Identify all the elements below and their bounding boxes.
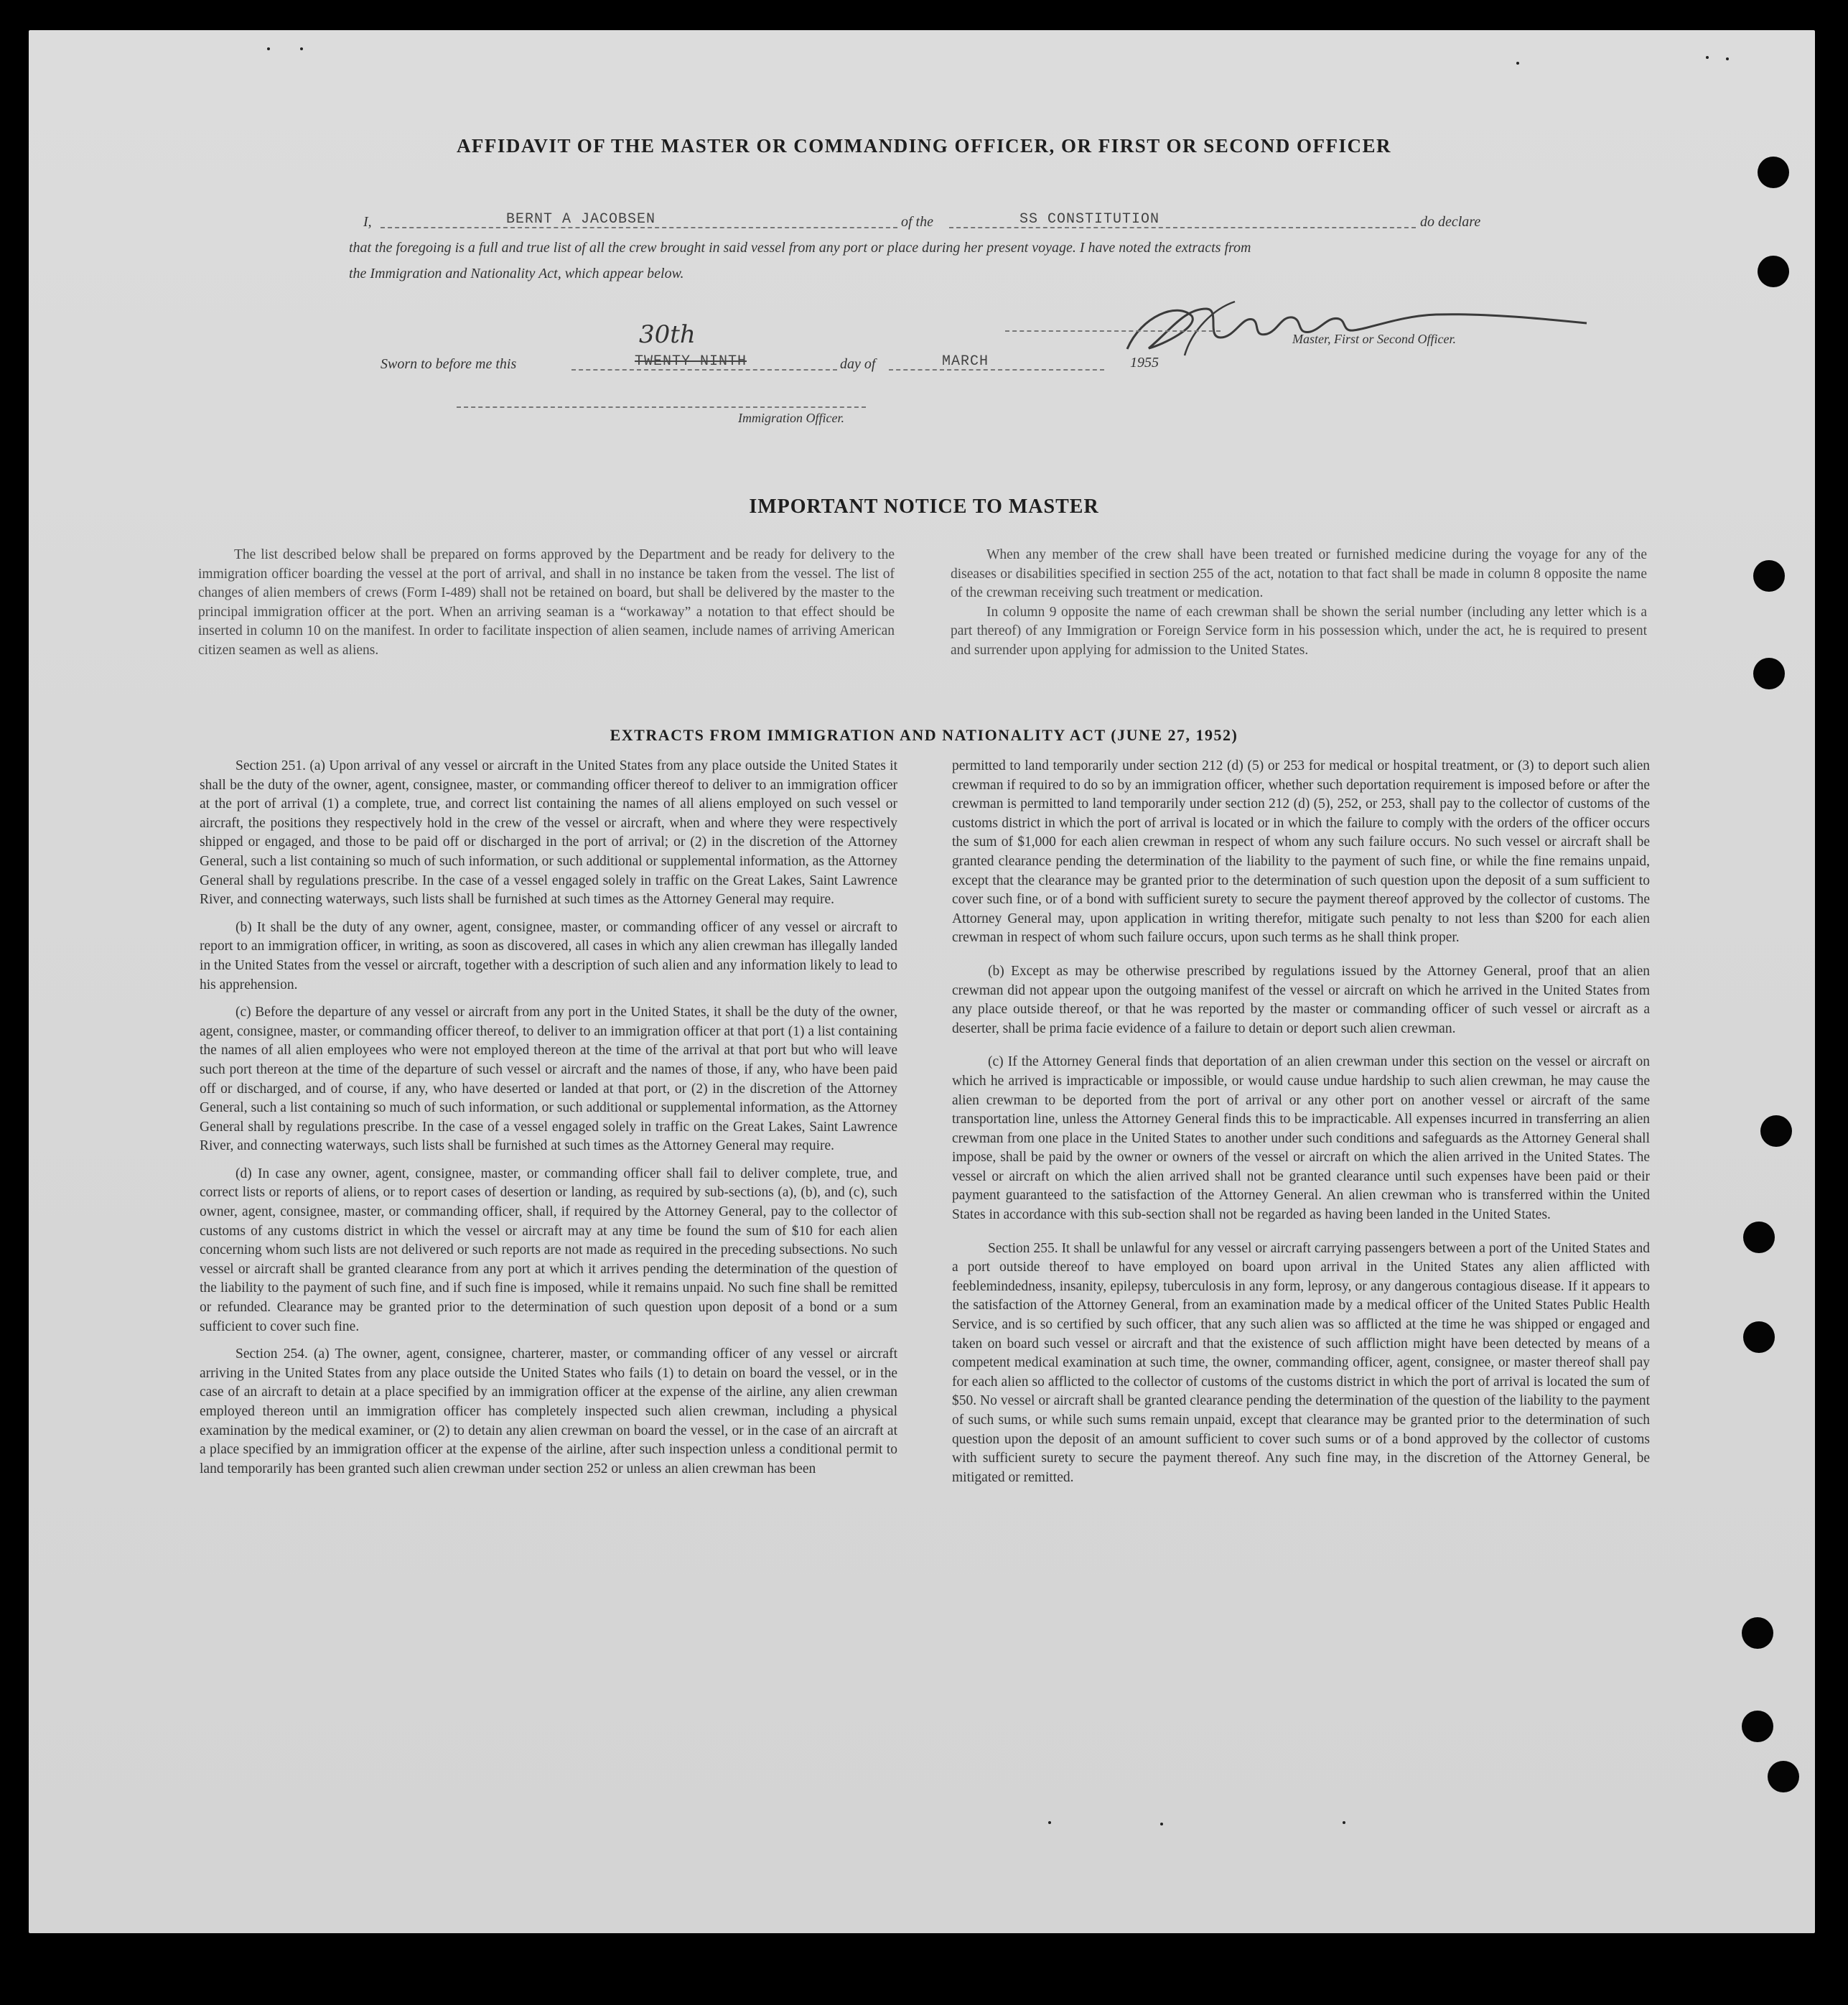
notice-left-paragraph: The list described below shall be prepared on forms approved by the Department and be ready for delivery to the immigration officer boarding the vessel at the port of arrival, and shall in no instance be taken from the vessel. The list of changes of alien members of crews (Form I-489) shall not be retained on board, but shall be delivered by the master to the principal immigration officer at the port. When an arriving seaman is a “workaway” a notation to that effect should be inserted in column 10 on the manifest. In order to facilitate inspection of alien seamen, include names of arriving American citizen seamen as well as aliens. — [198, 547, 895, 658]
section-251-d: (d) In case any owner, agent, consignee, master, or commanding officer shall fail to deliver complete, true, and correct lists or reports of aliens, or to report cases of desertion or landing, as required by sub-sections (a), (b), and (c), such owner, agent, consignee, master, or commanding officer, shall, if required by the Attorney General, pay to the collector of customs of any customs district in which the vessel or aircraft may at any time be found the sum of $10 for each alien concerning whom such lists are not delivered or such reports are not made as required in the preceding subsections. No such vessel or aircraft shall be granted clearance from any port at which it arrives pending the determination of the question of the liability to the payment of such fine, and if such fine is imposed, while it remains unpaid. No such fine shall be remitted or refunded. Clearance may be granted prior to the determination of such question upon deposit of a bond or a sum sufficient to cover such fine. — [200, 1166, 897, 1334]
declaration-line-2: the Immigration and Nationality Act, which appear below. — [349, 266, 684, 282]
day-of-label: day of — [840, 356, 876, 372]
binder-hole — [1760, 1115, 1792, 1147]
handwritten-day: 30th — [639, 320, 696, 349]
binder-hole — [1758, 157, 1789, 188]
month-line — [889, 369, 1104, 371]
notice-title: IMPORTANT NOTICE TO MASTER — [749, 496, 1099, 518]
extracts-title: EXTRACTS FROM IMMIGRATION AND NATIONALITY ACT (JUNE 27, 1952) — [610, 726, 1238, 744]
vessel-name: SS CONSTITUTION — [1019, 211, 1160, 228]
section-254-c: (c) If the Attorney General finds that deportation of an alien crewman under this section on the vessel or aircraft on which he arrived is impracticable or impossible, or would cause undue hardship to such alien crewman, he may cause the alien crewman to be deported from the port of arrival or any other port on another vessel or aircraft of the same transportation line, unless the Attorney General finds this to be impracticable. All expenses incurred in transferring an alien crewman from one place in the United States to another under such conditions and safeguards as the Attorney General shall impose, shall be paid by the owner or owners of the vessel or aircraft on which the alien arrived in the United States. The vessel or aircraft on which the alien arrived shall not be granted clearance until such expenses have been paid or their payment guaranteed to the satisfaction of the Attorney General. An alien crewman who is transferred within the United States in accordance with this sub-section shall not be regarded as having been landed in the United States. — [952, 1054, 1650, 1223]
binder-hole — [1742, 1711, 1773, 1742]
signature-line — [1005, 330, 1221, 332]
notice-right-paragraph-2: In column 9 opposite the name of each crewman shall be shown the serial number (including any letter which is a part thereof) of any Immigration or Foreign Service form in his possession which, under the act, he is required to present and surrender upon applying for admission to the United States. — [951, 604, 1647, 658]
year: 1955 — [1130, 355, 1159, 371]
master-name: BERNT A JACOBSEN — [506, 211, 656, 228]
notice-right-column — [951, 546, 1647, 669]
immigration-officer-line — [457, 406, 866, 408]
section-254-a: Section 254. (a) The owner, agent, consignee, charterer, master, or commanding officer of any vessel or aircraft arriving in the United States from any place outside the United States who fails (1) to detain on board the vessel, or in the case of an aircraft to detain at a place specified by an immigration officer at the expense of the airline, any alien crewman employed thereon until an immigration officer has completely inspected such alien crewman, including a physical examination by the medical examiner, or (2) to detain any alien crewman on board the vessel, or in the case of an aircraft at a place specified by an immigration officer at the expense of the airline, after such inspection unless a conditional permit to land temporarily has been granted such alien crewman under section 252 or unless an alien crewman has been — [200, 1346, 897, 1476]
notice-right-paragraph-1: When any member of the crew shall have been treated or furnished medicine during the voyage for any of the diseases or disabilities specified in section 255 of the act, notation to that fact shall be made in column 8 opposite the name of the crewman receiving such treatment or medication. — [951, 547, 1647, 601]
binder-hole — [1753, 658, 1785, 689]
declaration-line-1: that the foregoing is a full and true list of all the crew brought in said vessel from any port or place during her present voyage. I have noted the extracts from — [349, 240, 1251, 256]
sworn-label: Sworn to before me this — [381, 356, 517, 372]
binder-hole — [1743, 1222, 1775, 1253]
extracts-left-column — [200, 757, 897, 1487]
immigration-officer-label: Immigration Officer. — [738, 411, 844, 425]
section-254-b: (b) Except as may be otherwise prescribed by regulations issued by the Attorney General, proof that an alien crewman did not appear upon the outgoing manifest of the vessel or aircraft on which he arrived in the United States from any place outside thereof, or that he was reported by the master or commanding officer of such vessel or aircraft as a deserter, shall be prima facie evidence of a failure to detain or deport such alien crewman. — [952, 963, 1650, 1036]
i-label: I, — [363, 214, 372, 230]
binder-hole — [1768, 1761, 1799, 1792]
section-251-b: (b) It shall be the duty of any owner, agent, consignee, master, or commanding officer of any vessel or aircraft to report to an immigration officer, in writing, as soon as discovered, all cases in which any alien crewman has illegally landed in the United States from the vessel or aircraft, together with a description of such alien and any information likely to lead to his apprehension. — [200, 919, 898, 992]
binder-hole — [1758, 256, 1789, 287]
do-declare-label: do declare — [1420, 214, 1481, 230]
of-the-label: of the — [901, 214, 933, 230]
month: MARCH — [942, 353, 989, 370]
master-officer-label: Master, First or Second Officer. — [1292, 332, 1456, 346]
notice-left-column — [198, 546, 895, 669]
section-251-a: Section 251. (a) Upon arrival of any vessel or aircraft in the United States from any place outside the United States it shall be the duty of the owner, agent, consignee, master, or commanding officer thereof to deliver to an immigration officer at the port of arrival (1) a complete, true, and correct list containing the names of all aliens employed on such vessel or aircraft, the positions they respectively hold in the crew of the vessel or aircraft, when and where they were respectively shipped or engaged, and those to be paid off or discharged in the port of arrival; or (2) in the discretion of the Attorney General, such a list containing so much of such information, or such additional or supplemental information, as the Attorney General shall by regulations prescribe. In the case of a vessel engaged solely in traffic on the Great Lakes, Saint Lawrence River, and connecting waterways, such lists shall be furnished at such times as the Attorney General may require. — [200, 758, 897, 908]
section-254-continued: permitted to land temporarily under section 212 (d) (5) or 253 for medical or hospital treatment, or (3) to deport such alien crewman if required to do so by an immigration officer, whether such deportation requirement is imposed before or after the crewman is permitted to land temporarily under section 212 (d) (5), 252, or 253, shall pay to the collector of customs of the customs district in which the port of arrival is located or in which the failure to comply with the orders of the officer occurs the sum of $1,000 for each alien crewman in respect of whom any such failure occurs. No such vessel or aircraft shall be granted clearance pending the determination of the liability to the payment of such fine, or while the fine remains unpaid, except that the clearance may be granted prior to the determination of such question upon the deposit of a sum sufficient to cover such fine, or of a bond with sufficient surety to secure the payment thereof approved by the collector of customs. The Attorney General may, upon application in writing therefor, mitigate such penalty to not less than $200 for each alien crewman in respect of whom such failure occurs, upon such terms as he shall think proper. — [952, 758, 1650, 946]
binder-hole — [1742, 1617, 1773, 1649]
master-signature — [1098, 287, 1601, 366]
section-251-c: (c) Before the departure of any vessel or aircraft from any port in the United States, it shall be the duty of the owner, agent, consignee, master, or commanding officer thereof, to deliver to an immigration officer at that port (1) a list containing the names of all alien employees who were not employed thereon at the time of the arrival at that port but who will leave such port thereon at the time of the departure of such vessel or aircraft and the names of those, if any, who have been paid off or discharged, and of course, if any, who have deserted or landed at that port, or (2) in the discretion of the Attorney General, such a list containing so much of such information, or such additional or supplemental information, as the Attorney General shall by regulations prescribe. In the case of a vessel engaged solely in traffic on the Great Lakes, Saint Lawrence River, and connecting waterways, such lists shall be furnished at such times as the Attorney General may require. — [200, 1005, 897, 1154]
affidavit-title: AFFIDAVIT OF THE MASTER OR COMMANDING OFFICER, OR FIRST OR SECOND OFFICER — [456, 135, 1392, 157]
binder-hole — [1753, 560, 1785, 592]
typed-day-struck: TWENTY NINTH — [635, 353, 747, 370]
extracts-right-column — [952, 757, 1650, 1496]
section-255: Section 255. It shall be unlawful for any vessel or aircraft carrying passengers between a port of the United States and a port outside thereof to have employed on board upon arrival in the United States any alien afflicted with feeblemindedness, insanity, epilepsy, tuberculosis in any form, leprosy, or any dangerous contagious disease. If it appears to the satisfaction of the Attorney General, from an examination made by a medical officer of the United States Public Health Service, and is so certified by such officer, that any such alien was so afflicted at the time he was shipped or engaged and taken on board such vessel or aircraft and that the existence of such affliction might have been detected by means of a competent medical examination at such time, the owner, commanding officer, agent, consignee, or master thereof shall pay for each alien so afflicted to the collector of customs of the customs district in which the port of arrival is located the sum of $50. No vessel or aircraft shall be granted clearance pending the determination of the question of the liability to the payment of such sums, or while such sums remain unpaid, except that clearance may be granted prior to the determination of such question upon the deposit of an amount sufficient to cover such sums or of a bond approved by the collector of customs with sufficient surety to secure the payment thereof. Any such fine may, in the discretion of the Attorney General, be mitigated or remitted. — [952, 1240, 1650, 1485]
binder-hole — [1743, 1321, 1775, 1353]
